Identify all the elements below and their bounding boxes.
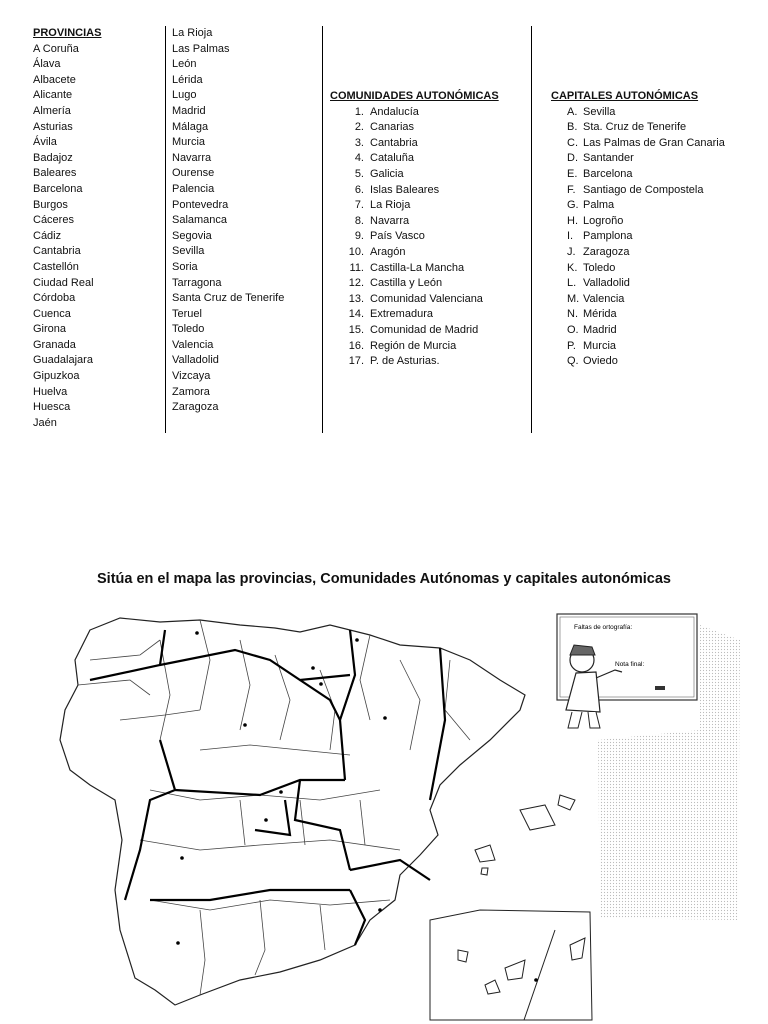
community-number: 7. (354, 199, 364, 212)
community-number: 6. (354, 183, 364, 196)
capital-item (551, 245, 766, 261)
community-number: 15. (348, 323, 364, 336)
province-item: Pontevedra (172, 198, 229, 211)
province-item: Lugo (172, 89, 197, 102)
capital-letter: H. (567, 214, 578, 227)
board-text-grade: Nota final: (615, 661, 645, 668)
province-item: Soria (172, 260, 198, 273)
capital-item (551, 292, 766, 308)
capital-letter: L. (567, 277, 577, 290)
column-divider (165, 26, 166, 433)
balearic-islands (475, 795, 575, 875)
province-item: Guadalajara (33, 354, 93, 367)
province-item: Zaragoza (172, 401, 219, 414)
teacher-illustration (557, 614, 697, 728)
capital-letter: I. (567, 230, 574, 243)
province-item: Cantabria (33, 245, 81, 258)
community-name: P. de Asturias. (370, 355, 440, 368)
capital-item (551, 307, 766, 323)
province-item: Girona (33, 323, 67, 336)
community-name: Andalucía (370, 105, 419, 118)
capital-name: Sevilla (583, 105, 616, 118)
community-item (330, 183, 530, 199)
capital-item (551, 198, 766, 214)
capital-letter: C. (567, 136, 578, 149)
capital-item (551, 354, 766, 370)
communities-heading: COMUNIDADES AUTONÓMICAS (330, 90, 499, 102)
province-item: Toledo (172, 323, 205, 336)
capital-letter: D. (567, 152, 578, 165)
board-text-spelling: Faltas de ortografía: (574, 624, 633, 631)
province-item: Córdoba (33, 292, 76, 305)
capital-item (551, 261, 766, 277)
community-number: 13. (348, 292, 364, 305)
provinces-column-1 (33, 26, 163, 431)
community-item (330, 151, 530, 167)
community-number: 3. (354, 136, 364, 149)
community-number: 9. (354, 230, 364, 243)
capitals-heading: CAPITALES AUTONÓMICAS (551, 90, 699, 102)
community-item (330, 307, 530, 323)
province-item: Asturias (33, 120, 73, 133)
community-item (330, 261, 530, 277)
community-name: Región de Murcia (370, 339, 457, 352)
province-item: Madrid (172, 104, 206, 117)
capital-letter: J. (567, 245, 576, 258)
province-item: Ourense (172, 167, 215, 180)
province-item: Badajoz (33, 151, 73, 164)
province-item: León (172, 58, 197, 71)
province-item: Tarragona (172, 276, 222, 289)
province-item: Ávila (33, 136, 57, 149)
province-item: Ciudad Real (33, 276, 94, 289)
capital-name: Palma (583, 199, 615, 212)
community-number: 8. (354, 214, 364, 227)
province-item: Burgos (33, 198, 68, 211)
community-name: Cantabria (370, 136, 418, 149)
community-name: Cataluña (370, 152, 415, 165)
capital-item (551, 136, 766, 152)
capital-letter: Q. (567, 355, 579, 368)
community-number: 14. (348, 308, 364, 321)
capital-name: Mérida (583, 308, 617, 321)
community-name: Castilla y León (370, 277, 443, 290)
province-item: Jaén (33, 416, 57, 429)
map-title: Sitúa en el mapa las provincias, Comunidades Autónomas y capitales autonómicas (97, 571, 671, 587)
capital-name: Oviedo (583, 355, 618, 368)
capital-name: Sta. Cruz de Tenerife (583, 121, 687, 134)
community-name: Canarias (370, 121, 415, 134)
spain-map (0, 600, 768, 1024)
province-item: A Coruña (33, 42, 79, 55)
province-item: Vizcaya (172, 370, 211, 383)
provinces-column-2 (172, 26, 320, 416)
community-number: 17. (348, 355, 364, 368)
capital-item (551, 105, 766, 121)
community-number: 5. (354, 167, 364, 180)
capital-name: Toledo (583, 261, 616, 274)
community-number: 2. (354, 121, 364, 134)
capital-letter: A. (567, 105, 578, 118)
capital-name: Logroño (583, 214, 624, 227)
capital-item (551, 323, 766, 339)
province-item: Huelva (33, 385, 68, 398)
capital-name: Santander (583, 152, 634, 165)
community-name: Navarra (370, 214, 410, 227)
province-item: Murcia (172, 136, 206, 149)
capital-name: Madrid (583, 323, 617, 336)
province-item: Baleares (33, 167, 77, 180)
province-item: Castellón (33, 260, 79, 273)
capital-name: Barcelona (583, 167, 633, 180)
capital-letter: M. (567, 292, 580, 305)
community-name: Comunidad de Madrid (370, 323, 479, 336)
province-item: Álava (33, 58, 61, 71)
community-item (330, 229, 530, 245)
capital-item (551, 151, 766, 167)
province-item: Sevilla (172, 245, 205, 258)
province-item: Málaga (172, 120, 209, 133)
province-item: Salamanca (172, 214, 228, 227)
community-item (330, 120, 530, 136)
community-item (330, 276, 530, 292)
province-item: Albacete (33, 73, 76, 86)
province-item: Santa Cruz de Tenerife (172, 292, 285, 305)
community-item (330, 354, 530, 370)
community-item (330, 136, 530, 152)
province-item: Teruel (172, 307, 202, 320)
community-name: Aragón (370, 245, 406, 258)
community-name: La Rioja (370, 199, 411, 212)
province-item: Valladolid (172, 354, 219, 367)
capital-item (551, 339, 766, 355)
capital-letter: E. (567, 167, 578, 180)
province-item: Lérida (172, 73, 203, 86)
community-item (330, 323, 530, 339)
capital-letter: G. (567, 199, 579, 212)
capital-name: Pamplona (583, 230, 633, 243)
communities-column (330, 89, 530, 370)
community-item (330, 245, 530, 261)
province-item: La Rioja (172, 27, 213, 39)
community-number: 4. (354, 152, 364, 165)
column-divider (531, 26, 532, 433)
canary-inset (430, 910, 592, 1020)
community-item (330, 198, 530, 214)
community-number: 12. (348, 277, 364, 290)
community-name: Castilla-La Mancha (370, 261, 465, 274)
capital-letter: N. (567, 308, 578, 321)
province-item: Barcelona (33, 182, 83, 195)
province-item: Navarra (172, 151, 212, 164)
province-item: Valencia (172, 338, 214, 351)
province-item: Gipuzkoa (33, 370, 80, 383)
community-number: 11. (349, 261, 364, 274)
capital-item (551, 276, 766, 292)
column-divider (322, 26, 323, 433)
community-name: Galicia (370, 167, 404, 180)
province-item: Cuenca (33, 307, 71, 320)
community-name: Comunidad Valenciana (370, 292, 483, 305)
capital-letter: F. (567, 183, 576, 196)
province-item: Zamora (172, 385, 210, 398)
capital-letter: P. (567, 339, 576, 352)
community-item (330, 339, 530, 355)
capital-name: Las Palmas de Gran Canaria (583, 136, 725, 149)
community-item (330, 105, 530, 121)
capital-name: Santiago de Compostela (583, 183, 704, 196)
community-name: País Vasco (370, 230, 425, 243)
community-number: 1. (354, 105, 364, 118)
province-item: Alicante (33, 89, 73, 102)
provinces-heading: PROVINCIAS (33, 27, 102, 39)
capital-item (551, 214, 766, 230)
province-item: Almería (33, 104, 71, 117)
capital-item (551, 167, 766, 183)
capital-name: Valladolid (583, 277, 630, 290)
province-item: Las Palmas (172, 42, 230, 55)
capital-item (551, 183, 766, 199)
province-item: Cáceres (33, 214, 74, 227)
province-item: Cádiz (33, 229, 62, 242)
community-item (330, 214, 530, 230)
capital-name: Zaragoza (583, 245, 630, 258)
community-name: Islas Baleares (370, 183, 440, 196)
capital-letter: K. (567, 261, 578, 274)
community-item (330, 292, 530, 308)
province-item: Granada (33, 338, 76, 351)
province-item: Palencia (172, 182, 215, 195)
community-number: 16. (348, 339, 364, 352)
capital-item (551, 120, 766, 136)
community-item (330, 167, 530, 183)
capital-name: Murcia (583, 339, 617, 352)
capital-item (551, 229, 766, 245)
province-item: Huesca (33, 401, 71, 414)
capital-letter: B. (567, 121, 578, 134)
community-name: Extremadura (370, 308, 433, 321)
capitals-column (551, 89, 766, 370)
capital-letter: O. (567, 323, 579, 336)
community-number: 10. (348, 245, 364, 258)
capital-name: Valencia (583, 292, 625, 305)
province-item: Segovia (172, 229, 212, 242)
